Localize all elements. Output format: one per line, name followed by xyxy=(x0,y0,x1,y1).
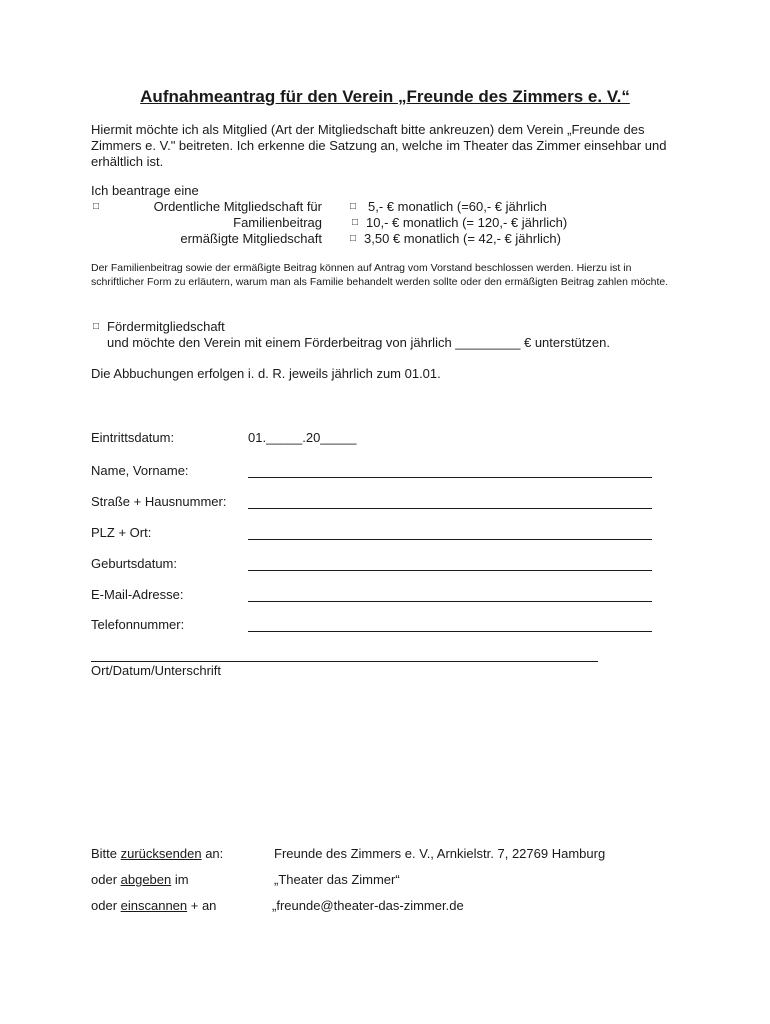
return-address: Freunde des Zimmers e. V., Arnkielstr. 7, 22769 Hamburg xyxy=(274,846,606,861)
return-scan-label: oder einscannen + an xyxy=(91,898,217,913)
reduction-note: Der Familienbeitrag sowie der ermäßigte Beitrag können auf Antrag vom Vorstand beschlossen werden. Hierzu ist in schriftlicher Form zu erläutern, warum man als Familie behandelt werden sollte oder den ermäßigten Beitrag zahlen möchte. xyxy=(91,262,669,288)
checkbox-option-family[interactable]: □ xyxy=(352,217,359,228)
option-family-text: 10,- € monatlich (= 120,- € jährlich) xyxy=(366,215,568,230)
membership-label-regular: Ordentliche Mitgliedschaft für xyxy=(153,199,322,214)
entry-date-label: Eintrittsdatum: xyxy=(91,430,175,445)
debit-note: Die Abbuchungen erfolgen i. d. R. jeweils jährlich zum 01.01. xyxy=(91,366,441,381)
email-label: E-Mail-Adresse: xyxy=(91,587,184,602)
email-field[interactable] xyxy=(248,601,652,602)
checkbox-option-reduced[interactable]: □ xyxy=(350,233,357,244)
form-title: Aufnahmeantrag für den Verein „Freunde des Zimmers e. V.“ xyxy=(140,87,630,106)
support-text: und möchte den Verein mit einem Förderbeitrag von jährlich _________ € unterstützen. xyxy=(107,335,610,350)
checkbox-membership[interactable]: □ xyxy=(93,201,100,212)
city-label: PLZ + Ort: xyxy=(91,525,152,540)
option-regular-text: 5,- € monatlich (=60,- € jährlich xyxy=(368,199,547,214)
checkbox-support[interactable]: □ xyxy=(93,321,100,332)
return-theater: „Theater das Zimmer“ xyxy=(274,872,400,887)
birthdate-label: Geburtsdatum: xyxy=(91,556,177,571)
city-field[interactable] xyxy=(248,539,652,540)
support-label: Fördermitgliedschaft xyxy=(107,319,225,334)
name-field[interactable] xyxy=(248,477,652,478)
intro-paragraph: Hiermit möchte ich als Mitglied (Art der Mitgliedschaft bitte ankreuzen) dem Verein „Freunde des Zimmers e. V." beitreten. Ich erkenne die Satzung an, welche im Theater das Zimmer einsehbar und erhältlich ist. xyxy=(91,122,667,169)
street-field[interactable] xyxy=(248,508,652,509)
checkbox-option-regular[interactable]: □ xyxy=(350,201,357,212)
return-send-label: Bitte zurücksenden an: xyxy=(91,846,224,861)
return-dropoff-label: oder abgeben im xyxy=(91,872,189,887)
name-label: Name, Vorname: xyxy=(91,463,189,478)
phone-field[interactable] xyxy=(248,631,652,632)
option-reduced-text: 3,50 € monatlich (= 42,- € jährlich) xyxy=(364,231,561,246)
return-email: „freunde@theater-das-zimmer.de xyxy=(272,898,464,913)
membership-label-reduced: ermäßigte Mitgliedschaft xyxy=(180,231,322,246)
street-label: Straße + Hausnummer: xyxy=(91,494,227,509)
birthdate-field[interactable] xyxy=(248,570,652,571)
phone-label: Telefonnummer: xyxy=(91,617,185,632)
entry-date-field[interactable]: 01._____.20_____ xyxy=(248,430,357,445)
signature-field[interactable] xyxy=(91,661,598,662)
apply-label: Ich beantrage eine xyxy=(91,183,199,198)
signature-label: Ort/Datum/Unterschrift xyxy=(91,663,222,678)
membership-label-family: Familienbeitrag xyxy=(233,215,322,230)
